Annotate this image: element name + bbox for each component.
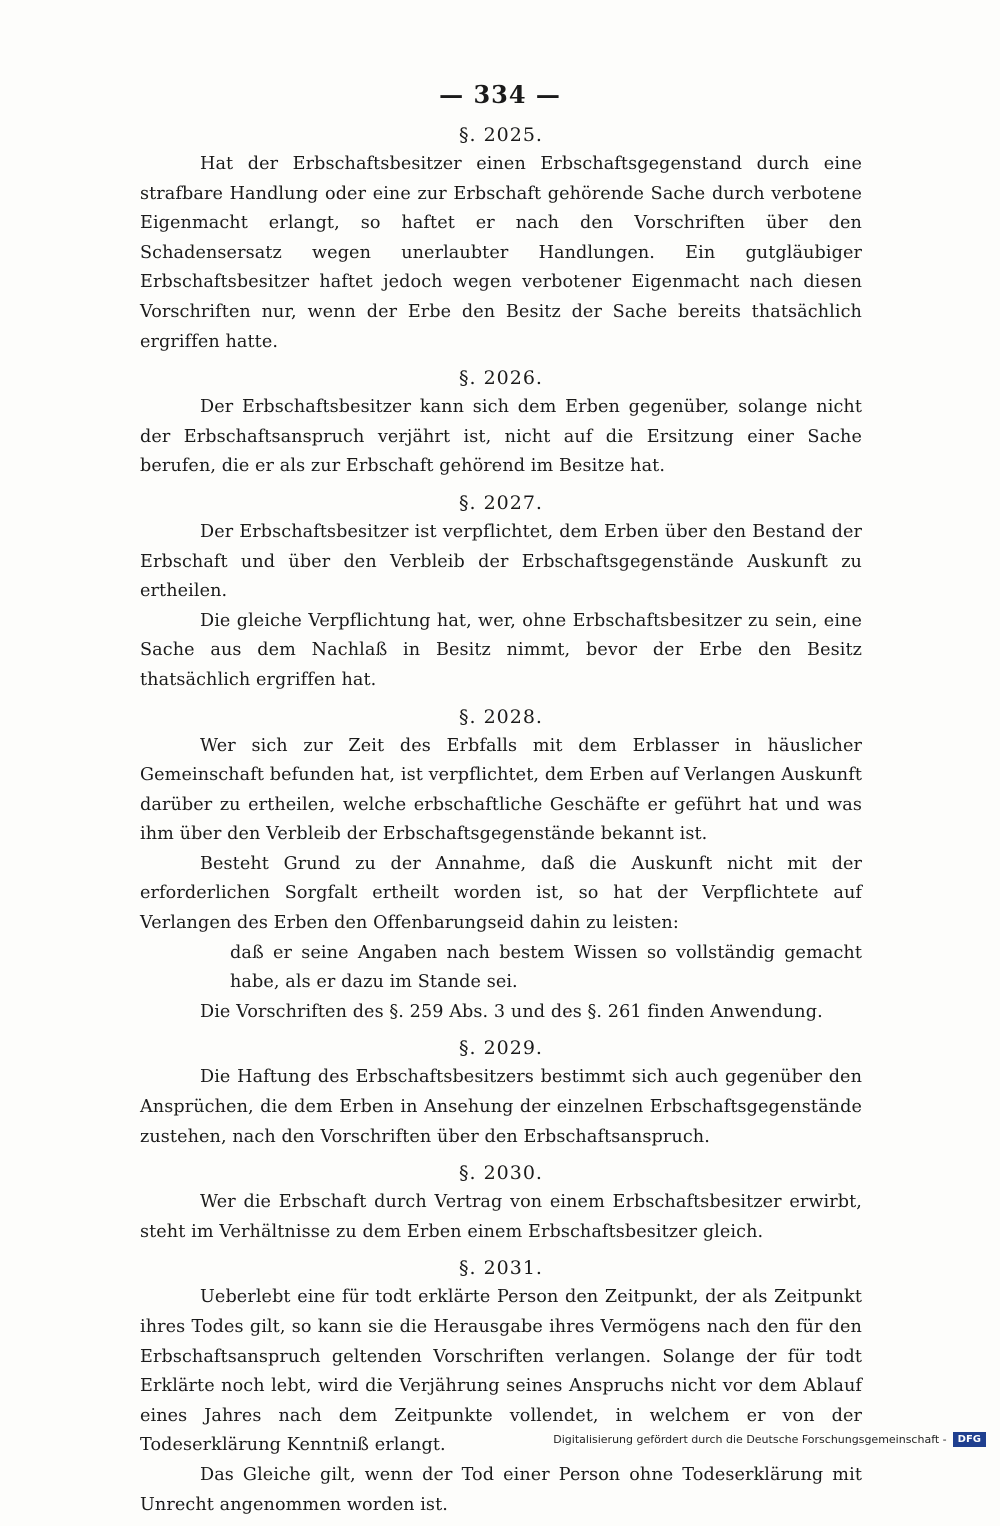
paragraph: Der Erbschaftsbesitzer ist verpflichtet, dem Erben über den Bestand der Erbschaft und über den Verbleib der Erbschaftsgegenstände Auskunft zu ertheilen. — [140, 521, 862, 602]
section-heading: §. 2030. — [459, 1162, 543, 1185]
section-heading: §. 2031. — [459, 1257, 543, 1280]
section-heading: §. 2026. — [459, 367, 543, 390]
section-heading: §. 2029. — [459, 1037, 543, 1060]
section — [140, 120, 862, 363]
section-heading: §. 2027. — [459, 491, 543, 514]
paragraph: Der Erbschaftsbesitzer kann sich dem Erben gegenüber, solange nicht der Erbschaftsanspruch verjährt ist, nicht auf die Ersitzung einer Sache berufen, die er als zur Erbschaft gehörend im Besitze hat. — [140, 397, 862, 477]
section — [140, 1253, 862, 1526]
page-number: — 334 — — [439, 80, 561, 109]
paragraph: Ueberlebt eine für todt erklärte Person den Zeitpunkt, der als Zeitpunkt ihres Todes gilt, so kann sie die Herausgabe ihres Vermögens nach den für den Erbschaftsanspruch geltenden Vorschriften verlangen. Solange der für todt Erklärte noch lebt, wird die Verjährung seines Anspruchs nicht vor dem Ablauf eines Jahres nach dem Zeitpunkte vollendet, in welchem er von der Todeserklärung Kenntniß erlangt. — [140, 1287, 862, 1456]
dfg-logo: DFG — [953, 1432, 986, 1447]
paragraph: Das Gleiche gilt, wenn der Tod einer Person ohne Todeserklärung mit Unrecht angenommen worden ist. — [140, 1464, 862, 1515]
paragraph: Die Haftung des Erbschaftsbesitzers bestimmt sich auch gegenüber den Ansprüchen, die dem Erben in Ansehung der einzelnen Erbschaftsgegenstände zustehen, nach den Vorschriften über den Erbschaftsanspruch. — [140, 1067, 862, 1147]
paragraph: Besteht Grund zu der Annahme, daß die Auskunft nicht mit der erforderlichen Sorgfalt ertheilt worden ist, so hat der Verpflichtete auf Verlangen des Erben den Offenbarungseid dahin zu leisten: — [140, 853, 862, 934]
footer — [553, 1432, 986, 1447]
paragraph: Hat der Erbschaftsbesitzer einen Erbschaftsgegenstand durch eine strafbare Handlung oder eine zur Erbschaft gehörende Sache durch verbotene Eigenmacht erlangt, so haftet er nach den Vorschriften über den Schadensersatz wegen unerlaubter Handlungen. Ein gutgläubiger Erbschaftsbesitzer haftet jedoch wegen verbotener Eigenmacht nach diesen Vorschriften nur, wenn der Erbe den Besitz der Sache bereits thatsächlich ergriffen hatte. — [140, 154, 862, 352]
section — [140, 1033, 862, 1158]
paragraph: Die Vorschriften des §. 259 Abs. 3 und des §. 261 finden Anwendung. — [200, 1001, 823, 1022]
section-heading: §. 2028. — [459, 705, 543, 728]
section — [140, 702, 862, 1034]
section — [140, 363, 862, 488]
quoted-oath-text: daß er seine Angaben nach bestem Wissen so vollständig gemacht habe, als er dazu im Stande sei. — [230, 942, 862, 993]
paragraph: Wer sich zur Zeit des Erbfalls mit dem Erblasser in häuslicher Gemeinschaft befunden hat, ist verpflichtet, dem Erben auf Verlangen Auskunft darüber zu ertheilen, welche erbschaftliche Geschäfte er geführt hat und was ihm über den Verbleib der Erbschaftsgegenstände bekannt ist. — [140, 735, 862, 845]
footer-text: Digitalisierung gefördert durch die Deutsche Forschungsgemeinschaft - — [553, 1433, 947, 1446]
section-heading: §. 2025. — [459, 124, 543, 146]
document-body — [140, 120, 862, 1526]
section — [140, 488, 862, 702]
paragraph: Wer die Erbschaft durch Vertrag von einem Erbschaftsbesitzer erwirbt, steht im Verhältnisse zu dem Erben einem Erbschaftsbesitzer gleich. — [140, 1192, 862, 1242]
section — [140, 1158, 862, 1253]
paragraph: Die gleiche Verpflichtung hat, wer, ohne Erbschaftsbesitzer zu sein, eine Sache aus dem Nachlaß in Besitz nimmt, bevor der Erbe den Besitz thatsächlich ergriffen hat. — [140, 610, 862, 690]
